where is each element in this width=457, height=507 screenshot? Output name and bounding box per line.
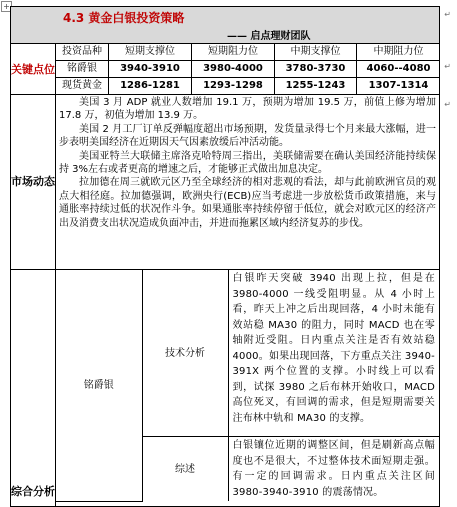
product-name: 现货黄金 xyxy=(62,80,102,91)
product-name: 铭爵银 xyxy=(56,61,108,78)
cell-end-marker-icon: ↵ xyxy=(444,62,451,71)
document-page xyxy=(10,6,439,500)
page-subtitle: —— 启点理财团队 xyxy=(227,31,311,42)
title-cell[interactable] xyxy=(11,7,440,44)
key-points-grid xyxy=(56,44,439,94)
column-header: 投资品种 xyxy=(56,44,108,61)
price-value: 1293-1298 xyxy=(191,78,274,94)
summary-text[interactable]: 白银镶位近期的调整区间，但是刷新高点幅度也不是很大，不过整体技术面短期走强。有一定的回调需求。日内重点关注区间 3980-3940-3910 的震荡情况。 xyxy=(228,437,439,502)
strategy-table xyxy=(10,6,440,507)
column-header: 短期阻力位 xyxy=(191,44,274,61)
tech-analysis-label: 技术分析 xyxy=(142,270,228,437)
key-points-label: 关键点位 xyxy=(11,44,56,95)
analysis-product: 铭爵银 xyxy=(56,270,142,501)
table-move-handle-icon[interactable]: + xyxy=(1,1,12,12)
price-value: 1255-1243 xyxy=(274,78,356,94)
market-paragraph: 美国亚特兰大联储主席洛克哈特周三指出，美联储需要在确认美国经济能持续保持 3%左右或者更高的增速之后，才能够正式做出加息决定。 xyxy=(59,150,436,176)
tech-analysis-text[interactable]: 白银昨天突破 3940 出现上拉，但是在 3980-4000 一线受阻明显。从 4 小时上看，昨天上冲之后出现回落，4 小时未能有效站稳 MA30 的阻力，同时 MACD 也在零轴附近受阻。日内重点关注是否有效站稳 4000。如果出现回落，下方重点关注 3940-391X 两个位置的支撑。小时线上可以看到，试探 3980 之后布林开始收口，MACD 高位死叉，有回调的需求，但是短期需要关注布林中轨和 MA30 的支撑。 xyxy=(228,270,439,437)
price-value: 3780-3730 xyxy=(274,61,356,78)
price-value: 3980-4000 xyxy=(191,61,274,78)
market-label: 市场动态 xyxy=(11,95,56,270)
column-header: 中期阻力位 xyxy=(356,44,440,61)
analysis-cell[interactable] xyxy=(56,270,440,507)
page-title: 4.3 黄金白银投资策略 xyxy=(63,11,185,25)
market-paragraph: 拉加德在周三就欧元区乃至全球经济的相对悲观的看法，却与此前欧洲官员的观点大相径庭。拉加德强调，欧洲央行(ECB)应当考虑进一步放松货币政策措施，来与通胀率持续过低的状况作斗争。如果通胀率持续停留于低位，就会对欧元区的经济产出及消费支出状况造成负面冲击，并进而拖累区域内经济复苏的步伐。 xyxy=(59,177,436,229)
market-paragraph: 美国 2 月工厂订单反弹幅度超出市场预期，发货量录得七个月来最大涨幅，进一步表明美国经济在近期因天气因素放缓后冲活动能。 xyxy=(59,123,436,149)
cell-end-marker-icon: ↵ xyxy=(444,100,451,109)
market-cell[interactable] xyxy=(56,95,440,270)
price-value: 4060--4080 xyxy=(356,61,440,78)
analysis-table xyxy=(56,270,439,502)
cell-end-marker-icon: ↵ xyxy=(444,10,451,19)
key-points-cell[interactable] xyxy=(56,44,440,95)
column-header: 中期支撑位 xyxy=(274,44,356,61)
price-value: 1307-1314 xyxy=(356,78,440,94)
analysis-label: 综合分析 xyxy=(11,270,56,507)
price-value: 1286-1281 xyxy=(108,78,191,94)
column-header: 短期支撑位 xyxy=(108,44,191,61)
market-paragraph: 美国 3 月 ADP 就业人数增加 19.1 万，预期为增加 19.5 万，前值上修为增加 17.8 万，初值为增加 13.9 万。 xyxy=(59,97,436,122)
price-value: 3940-3910 xyxy=(108,61,191,78)
summary-label: 综述 xyxy=(142,437,228,502)
